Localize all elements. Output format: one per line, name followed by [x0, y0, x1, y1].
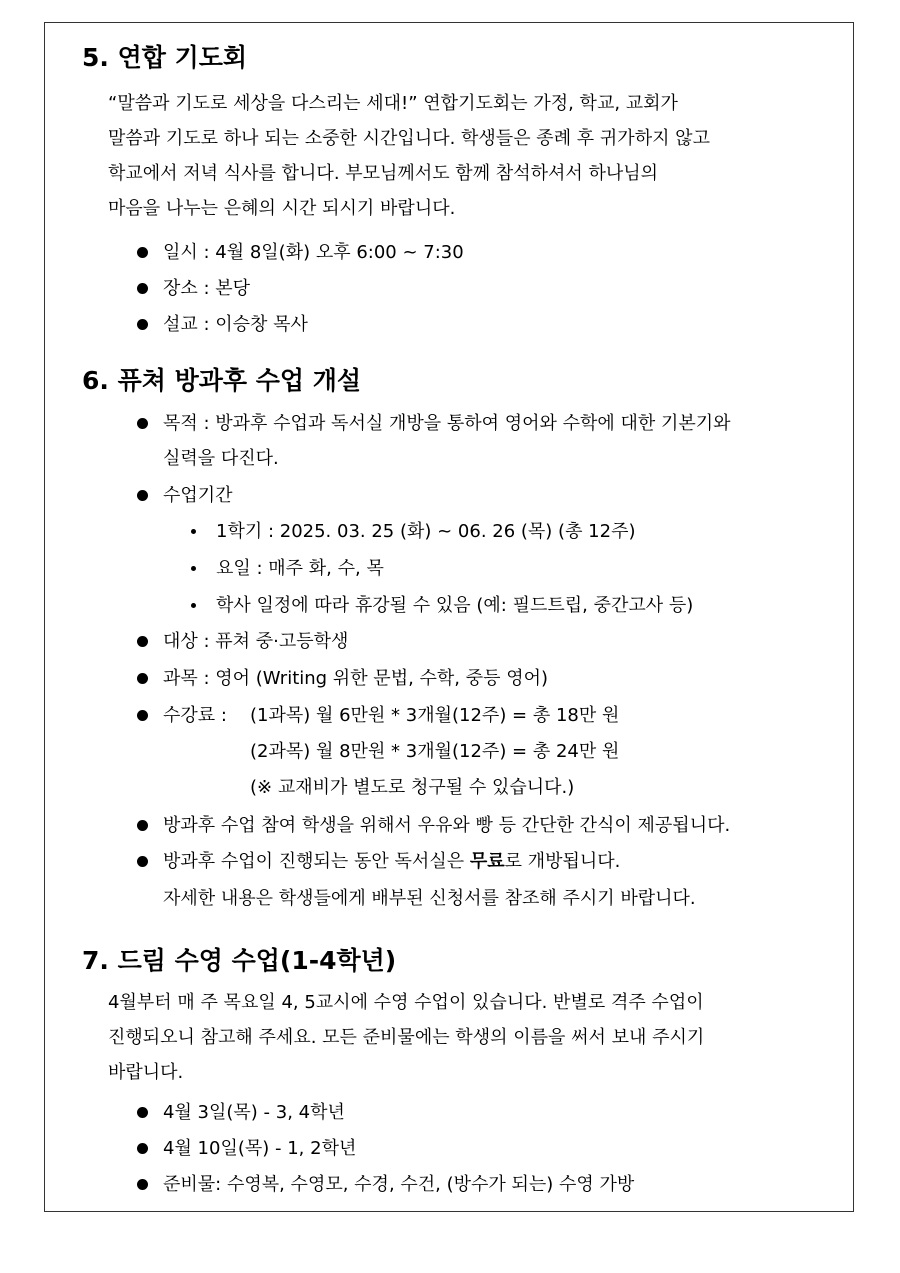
list-item-text: 일시 : 4월 8일(화) 오후 6:00 ~ 7:30: [163, 242, 464, 263]
list-item: [0, 271, 900, 306]
bullet-icon: [137, 1107, 148, 1118]
list-item-text: 실력을 다진다.: [163, 448, 279, 469]
section-6-heading: 6. 퓨쳐 방과후 수업 개설: [82, 366, 362, 395]
list-item: [0, 235, 900, 270]
list-item: [0, 478, 900, 513]
list-item: [0, 307, 900, 342]
list-item: [0, 406, 900, 476]
bullet-icon: [137, 673, 148, 684]
bullet-icon: [191, 603, 196, 608]
fee-line: (1과목) 월 6만원 * 3개월(12주) = 총 18만 원: [250, 705, 620, 726]
bullet-icon: [191, 566, 196, 571]
fee-note: (※ 교재비가 별도로 청구될 수 있습니다.): [250, 777, 575, 798]
bullet-icon: [137, 820, 148, 831]
sub-list-item-text: 학사 일정에 따라 휴강될 수 있음 (예: 필드트립, 중간고사 등): [216, 595, 694, 616]
bullet-icon: [137, 283, 148, 294]
section-7-paragraph: [108, 985, 704, 1090]
paragraph-line: “말씀과 기도로 세상을 다스리는 세대!” 연합기도회는 가정, 학교, 교회가: [108, 93, 678, 114]
list-item-text: 대상 : 퓨쳐 중·고등학생: [163, 631, 349, 652]
bullet-icon: [137, 418, 148, 429]
fee-line: (2과목) 월 8만원 * 3개월(12주) = 총 24만 원: [250, 741, 620, 762]
bullet-icon: [137, 319, 148, 330]
bullet-icon: [137, 856, 148, 867]
list-item-text: 수업기간: [163, 485, 233, 506]
sub-list-item-text: 1학기 : 2025. 03. 25 (화) ~ 06. 26 (목) (총 12주): [216, 521, 636, 542]
list-item-text: 목적 : 방과후 수업과 독서실 개방을 통하여 영어와 수학에 대한 기본기와: [163, 413, 731, 434]
paragraph-line: 4월부터 매 주 목요일 4, 5교시에 수영 수업이 있습니다. 반별로 격주 수업이: [108, 992, 704, 1013]
bullet-icon: [137, 710, 148, 721]
paragraph-line: 진행되오니 참고해 주세요. 모든 준비물에는 학생의 이름을 써서 보내 주시기: [108, 1027, 705, 1048]
bullet-icon: [191, 529, 196, 534]
sub-list-item: [0, 514, 900, 549]
bullet-icon: [137, 636, 148, 647]
list-item-text: 자세한 내용은 학생들에게 배부된 신청서를 참조해 주시기 바랍니다.: [163, 888, 696, 909]
section-7-heading: 7. 드림 수영 수업(1-4학년): [82, 946, 397, 975]
list-item-fee: [0, 698, 900, 808]
bullet-icon: [137, 490, 148, 501]
list-item-text: 장소 : 본당: [163, 278, 251, 299]
paragraph-line: 말씀과 기도로 하나 되는 소중한 시간입니다. 학생들은 종례 후 귀가하지 않고: [108, 128, 710, 149]
list-item: [0, 624, 900, 659]
list-item: [0, 1131, 900, 1166]
list-item: [0, 808, 900, 843]
sub-list-item-text: 요일 : 매주 화, 수, 목: [216, 558, 384, 579]
free-emphasis: 무료: [469, 851, 505, 872]
list-item: [0, 661, 900, 696]
paragraph-line: 마음을 나누는 은혜의 시간 되시기 바랍니다.: [108, 198, 456, 219]
section-5-heading: 5. 연합 기도회: [82, 43, 248, 72]
list-item-text: 방과후 수업 참여 학생을 위해서 우유와 빵 등 간단한 간식이 제공됩니다.: [163, 815, 731, 836]
bullet-icon: [137, 1143, 148, 1154]
list-item-text: [163, 844, 620, 879]
bullet-icon: [137, 247, 148, 258]
paragraph-line: 학교에서 저녁 식사를 합니다. 부모님께서도 함께 참석하셔서 하나님의: [108, 163, 659, 184]
library-text: 로 개방됩니다.: [504, 851, 621, 872]
sub-list-item: [0, 551, 900, 586]
list-item: [0, 1167, 900, 1202]
list-item-text: 준비물: 수영복, 수영모, 수경, 수건, (방수가 되는) 수영 가방: [163, 1174, 635, 1195]
bullet-icon: [137, 1179, 148, 1190]
paragraph-line: 바랍니다.: [108, 1062, 184, 1083]
fee-label: 수강료 :: [163, 705, 227, 726]
library-text: 방과후 수업이 진행되는 동안 독서실은: [163, 851, 470, 872]
list-item-text: 4월 3일(목) - 3, 4학년: [163, 1102, 345, 1123]
sub-list-item: [0, 588, 900, 623]
list-item-text: 과목 : 영어 (Writing 위한 문법, 수학, 중등 영어): [163, 668, 549, 689]
list-item-text: 설교 : 이승창 목사: [163, 314, 308, 335]
list-item: [0, 1095, 900, 1130]
section-5-paragraph: [108, 86, 710, 226]
list-item-text: 4월 10일(목) - 1, 2학년: [163, 1138, 357, 1159]
list-item: [0, 844, 900, 916]
